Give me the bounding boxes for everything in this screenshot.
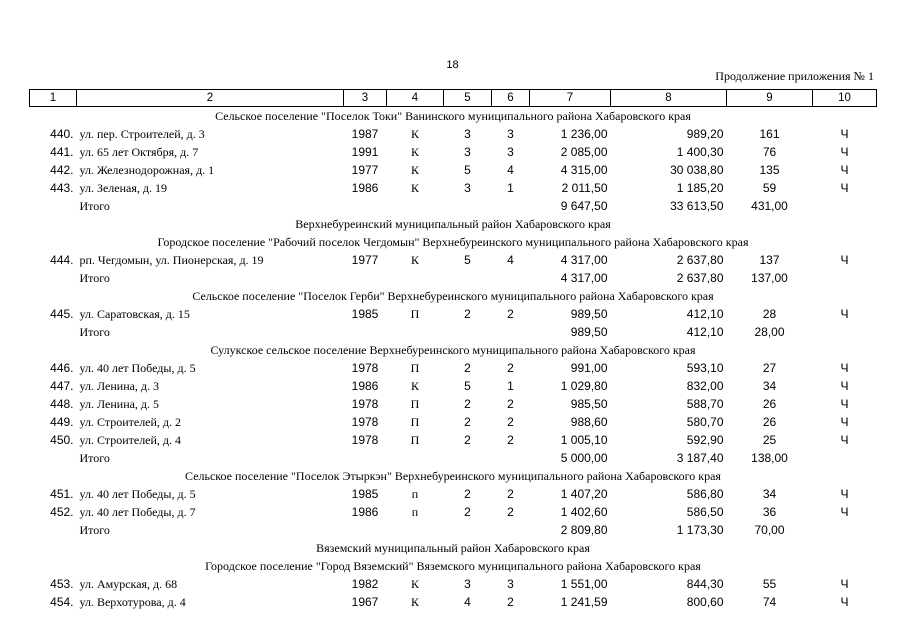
table-row bbox=[30, 431, 877, 449]
wall-material-cell: П bbox=[410, 397, 420, 411]
section-heading-row bbox=[30, 341, 877, 359]
ownership-cell: Ч bbox=[840, 127, 849, 141]
section-heading: Городское поселение "Рабочий поселок Чегдомын" Верхнебуреинского муниципального района Хабаровского края bbox=[157, 235, 749, 249]
floors-cell: 3 bbox=[464, 577, 471, 591]
wall-material-cell: П bbox=[410, 415, 420, 429]
section-heading-row bbox=[30, 539, 877, 557]
floors-cell: 3 bbox=[464, 127, 471, 141]
page-number: 18 bbox=[446, 59, 459, 71]
wall-material-cell: п bbox=[411, 487, 419, 501]
column-header: 2 bbox=[77, 90, 344, 107]
row-number-cell: 442. bbox=[50, 163, 74, 177]
table-row bbox=[30, 179, 877, 197]
wall-material-cell: К bbox=[410, 127, 419, 141]
wall-material-cell: П bbox=[410, 307, 420, 321]
residents-cell: 137 bbox=[759, 253, 780, 267]
residents-cell: 25 bbox=[762, 433, 777, 447]
row-number-cell: 444. bbox=[50, 253, 74, 267]
row-number-cell: 451. bbox=[50, 487, 74, 501]
living-area-cell: 586,80 bbox=[686, 487, 724, 501]
living-area-cell: 2 637,80 bbox=[676, 253, 724, 267]
wall-material-cell: К bbox=[410, 181, 419, 195]
year-built-cell: 1978 bbox=[351, 361, 379, 375]
table-row bbox=[30, 161, 877, 179]
continuation-caption: Продолжение приложения № 1 bbox=[715, 69, 874, 83]
section-heading: Сельское поселение "Поселок Этыркэн" Верхнебуреинского муниципального района Хабаровского края bbox=[185, 469, 721, 483]
floors-cell: 5 bbox=[464, 379, 471, 393]
total-residents-cell: 28,00 bbox=[754, 325, 785, 339]
section-heading-row bbox=[30, 557, 877, 575]
residents-cell: 74 bbox=[762, 595, 777, 609]
table-row bbox=[30, 593, 877, 611]
year-built-cell: 1987 bbox=[351, 127, 379, 141]
ownership-cell: Ч bbox=[840, 397, 849, 411]
total-area-cell: 988,60 bbox=[570, 415, 608, 429]
column-header: 6 bbox=[492, 90, 530, 107]
section-heading-row bbox=[30, 107, 877, 126]
total-living-area-cell: 33 613,50 bbox=[670, 199, 724, 213]
total-label: Итого bbox=[79, 325, 110, 339]
row-number-cell: 440. bbox=[50, 127, 74, 141]
floors-cell: 2 bbox=[464, 505, 471, 519]
ownership-cell: Ч bbox=[840, 379, 849, 393]
total-area-cell: 2 809,80 bbox=[560, 523, 608, 537]
empty-cell bbox=[813, 323, 877, 341]
living-area-cell: 1 400,30 bbox=[676, 145, 724, 159]
year-built-cell: 1986 bbox=[351, 181, 379, 195]
wall-material-cell: К bbox=[410, 577, 419, 591]
address-cell: ул. Строителей, д. 4 bbox=[79, 433, 182, 447]
total-area-cell: 5 000,00 bbox=[560, 451, 608, 465]
wall-material-cell: К bbox=[410, 379, 419, 393]
year-built-cell: 1982 bbox=[351, 577, 379, 591]
residents-cell: 34 bbox=[762, 487, 777, 501]
address-cell: ул. Строителей, д. 2 bbox=[79, 415, 182, 429]
row-number-cell: 447. bbox=[50, 379, 74, 393]
row-number-cell: 446. bbox=[50, 361, 74, 375]
total-living-area-cell: 1 173,30 bbox=[676, 523, 724, 537]
year-built-cell: 1986 bbox=[351, 379, 379, 393]
residents-cell: 76 bbox=[762, 145, 777, 159]
section-heading: Вяземский муниципальный район Хабаровского края bbox=[316, 541, 590, 555]
entrances-cell: 2 bbox=[507, 505, 514, 519]
total-label: Итого bbox=[79, 271, 110, 285]
section-heading-row bbox=[30, 215, 877, 233]
entrances-cell: 2 bbox=[507, 595, 514, 609]
section-heading-row bbox=[30, 467, 877, 485]
floors-cell: 3 bbox=[464, 181, 471, 195]
ownership-cell: Ч bbox=[840, 433, 849, 447]
ownership-cell: Ч bbox=[840, 307, 849, 321]
entrances-cell: 2 bbox=[507, 361, 514, 375]
total-area-cell: 4 317,00 bbox=[560, 271, 608, 285]
entrances-cell: 3 bbox=[507, 145, 514, 159]
address-cell: ул. 40 лет Победы, д. 5 bbox=[79, 361, 196, 375]
table-row bbox=[30, 125, 877, 143]
ownership-cell: Ч bbox=[840, 415, 849, 429]
total-living-area-cell: 3 187,40 bbox=[676, 451, 724, 465]
address-cell: ул. Амурская, д. 68 bbox=[79, 577, 178, 591]
total-residents-cell: 70,00 bbox=[754, 523, 785, 537]
total-area-cell: 4 315,00 bbox=[560, 163, 608, 177]
floors-cell: 2 bbox=[464, 307, 471, 321]
row-number-cell: 454. bbox=[50, 595, 74, 609]
year-built-cell: 1977 bbox=[351, 253, 379, 267]
year-built-cell: 1977 bbox=[351, 163, 379, 177]
total-area-cell: 2 011,50 bbox=[561, 181, 608, 195]
floors-cell: 2 bbox=[464, 415, 471, 429]
total-area-cell: 9 647,50 bbox=[560, 199, 608, 213]
total-area-cell: 1 241,59 bbox=[560, 595, 608, 609]
address-cell: ул. Саратовская, д. 15 bbox=[79, 307, 190, 321]
ownership-cell: Ч bbox=[840, 253, 849, 267]
address-cell: ул. 40 лет Победы, д. 5 bbox=[79, 487, 196, 501]
table-body bbox=[30, 90, 877, 612]
address-cell: рп. Чегдомын, ул. Пионерская, д. 19 bbox=[79, 253, 264, 267]
wall-material-cell: К bbox=[410, 253, 419, 267]
year-built-cell: 1986 bbox=[351, 505, 379, 519]
wall-material-cell: К bbox=[410, 595, 419, 609]
ownership-cell: Ч bbox=[840, 577, 849, 591]
entrances-cell: 4 bbox=[507, 163, 514, 177]
floors-cell: 2 bbox=[464, 361, 471, 375]
residents-cell: 55 bbox=[762, 577, 777, 591]
floors-cell: 2 bbox=[464, 397, 471, 411]
empty-cell bbox=[30, 323, 77, 341]
entrances-cell: 2 bbox=[507, 415, 514, 429]
table-row bbox=[30, 377, 877, 395]
living-area-cell: 592,90 bbox=[686, 433, 724, 447]
residents-cell: 26 bbox=[762, 397, 777, 411]
total-row bbox=[30, 197, 877, 215]
wall-material-cell: К bbox=[410, 163, 419, 177]
living-area-cell: 1 185,20 bbox=[676, 181, 724, 195]
total-area-cell: 1 005,10 bbox=[560, 433, 608, 447]
column-header: 5 bbox=[444, 90, 492, 107]
row-number-cell: 449. bbox=[50, 415, 74, 429]
column-header: 4 bbox=[387, 90, 444, 107]
section-heading-row bbox=[30, 287, 877, 305]
entrances-cell: 2 bbox=[507, 433, 514, 447]
table-row bbox=[30, 359, 877, 377]
entrances-cell: 2 bbox=[507, 397, 514, 411]
row-number-cell: 453. bbox=[50, 577, 74, 591]
year-built-cell: 1967 bbox=[351, 595, 379, 609]
section-heading: Верхнебуреинский муниципальный район Хабаровского края bbox=[295, 217, 611, 231]
floors-cell: 3 bbox=[464, 145, 471, 159]
row-number-cell: 450. bbox=[50, 433, 74, 447]
residents-cell: 161 bbox=[759, 127, 780, 141]
total-residents-cell: 431,00 bbox=[751, 199, 788, 213]
total-row bbox=[30, 269, 877, 287]
housing-registry-table bbox=[29, 89, 877, 611]
ownership-cell: Ч bbox=[840, 505, 849, 519]
total-area-cell: 985,50 bbox=[570, 397, 608, 411]
column-header: 8 bbox=[611, 90, 727, 107]
column-header: 9 bbox=[727, 90, 813, 107]
wall-material-cell: К bbox=[410, 145, 419, 159]
residents-cell: 59 bbox=[762, 181, 777, 195]
residents-cell: 34 bbox=[762, 379, 777, 393]
total-label: Итого bbox=[79, 523, 110, 537]
address-cell: ул. Ленина, д. 3 bbox=[79, 379, 160, 393]
column-header: 3 bbox=[344, 90, 387, 107]
year-built-cell: 1978 bbox=[351, 415, 379, 429]
residents-cell: 27 bbox=[762, 361, 777, 375]
living-area-cell: 593,10 bbox=[686, 361, 724, 375]
row-number-cell: 445. bbox=[50, 307, 74, 321]
living-area-cell: 412,10 bbox=[686, 307, 724, 321]
ownership-cell: Ч bbox=[840, 145, 849, 159]
empty-cell bbox=[30, 197, 77, 215]
table-row bbox=[30, 503, 877, 521]
section-heading: Сельское поселение "Поселок Герби" Верхнебуреинского муниципального района Хабаровского края bbox=[192, 289, 714, 303]
year-built-cell: 1985 bbox=[351, 307, 379, 321]
total-residents-cell: 137,00 bbox=[751, 271, 788, 285]
residents-cell: 135 bbox=[759, 163, 780, 177]
total-row bbox=[30, 521, 877, 539]
ownership-cell: Ч bbox=[840, 487, 849, 501]
column-header: 10 bbox=[813, 90, 877, 107]
living-area-cell: 800,60 bbox=[686, 595, 724, 609]
column-header: 1 bbox=[30, 90, 77, 107]
empty-cell bbox=[813, 449, 877, 467]
total-area-cell: 1 236,00 bbox=[560, 127, 608, 141]
year-built-cell: 1985 bbox=[351, 487, 379, 501]
column-number-row bbox=[30, 90, 877, 107]
table-row bbox=[30, 413, 877, 431]
residents-cell: 26 bbox=[762, 415, 777, 429]
address-cell: ул. Ленина, д. 5 bbox=[79, 397, 160, 411]
total-area-cell: 1 402,60 bbox=[560, 505, 608, 519]
ownership-cell: Ч bbox=[840, 595, 849, 609]
year-built-cell: 1991 bbox=[351, 145, 379, 159]
total-area-cell: 989,50 bbox=[570, 307, 608, 321]
empty-cell bbox=[813, 197, 877, 215]
row-number-cell: 443. bbox=[50, 181, 74, 195]
table-row bbox=[30, 251, 877, 269]
section-heading: Сулукское сельское поселение Верхнебуреинского муниципального района Хабаровского края bbox=[210, 343, 696, 357]
living-area-cell: 832,00 bbox=[686, 379, 724, 393]
year-built-cell: 1978 bbox=[351, 397, 379, 411]
address-cell: ул. Верхотурова, д. 4 bbox=[79, 595, 186, 609]
total-area-cell: 1 029,80 bbox=[560, 379, 608, 393]
total-area-cell: 2 085,00 bbox=[560, 145, 608, 159]
section-heading: Городское поселение "Город Вяземский" Вяземского муниципального района Хабаровского края bbox=[205, 559, 701, 573]
living-area-cell: 989,20 bbox=[686, 127, 724, 141]
total-living-area-cell: 2 637,80 bbox=[676, 271, 724, 285]
ownership-cell: Ч bbox=[840, 181, 849, 195]
entrances-cell: 2 bbox=[507, 487, 514, 501]
address-cell: ул. 40 лет Победы, д. 7 bbox=[79, 505, 196, 519]
empty-cell bbox=[30, 269, 77, 287]
address-cell: ул. Железнодорожная, д. 1 bbox=[79, 163, 215, 177]
total-row bbox=[30, 449, 877, 467]
total-area-cell: 1 407,20 bbox=[560, 487, 608, 501]
empty-cell bbox=[813, 269, 877, 287]
row-number-cell: 441. bbox=[50, 145, 74, 159]
entrances-cell: 3 bbox=[507, 127, 514, 141]
entrances-cell: 1 bbox=[507, 181, 514, 195]
floors-cell: 4 bbox=[464, 595, 471, 609]
empty-cell bbox=[813, 521, 877, 539]
column-header: 7 bbox=[530, 90, 611, 107]
living-area-cell: 30 038,80 bbox=[670, 163, 724, 177]
table-row bbox=[30, 305, 877, 323]
residents-cell: 28 bbox=[762, 307, 777, 321]
living-area-cell: 586,50 bbox=[686, 505, 724, 519]
total-living-area-cell: 412,10 bbox=[686, 325, 724, 339]
row-number-cell: 452. bbox=[50, 505, 74, 519]
floors-cell: 5 bbox=[464, 163, 471, 177]
wall-material-cell: П bbox=[410, 433, 420, 447]
living-area-cell: 588,70 bbox=[686, 397, 724, 411]
total-row bbox=[30, 323, 877, 341]
floors-cell: 2 bbox=[464, 433, 471, 447]
address-cell: ул. пер. Строителей, д. 3 bbox=[79, 127, 205, 141]
entrances-cell: 3 bbox=[507, 577, 514, 591]
entrances-cell: 4 bbox=[507, 253, 514, 267]
table-row bbox=[30, 575, 877, 593]
section-heading: Сельское поселение "Поселок Токи" Ванинского муниципального района Хабаровского края bbox=[215, 109, 691, 123]
entrances-cell: 2 bbox=[507, 307, 514, 321]
wall-material-cell: П bbox=[410, 361, 420, 375]
total-label: Итого bbox=[79, 451, 110, 465]
wall-material-cell: п bbox=[411, 505, 419, 519]
total-area-cell: 991,00 bbox=[570, 361, 608, 375]
living-area-cell: 580,70 bbox=[686, 415, 724, 429]
ownership-cell: Ч bbox=[840, 361, 849, 375]
total-label: Итого bbox=[79, 199, 110, 213]
floors-cell: 5 bbox=[464, 253, 471, 267]
total-area-cell: 989,50 bbox=[570, 325, 608, 339]
residents-cell: 36 bbox=[762, 505, 777, 519]
table-row bbox=[30, 395, 877, 413]
empty-cell bbox=[30, 521, 77, 539]
entrances-cell: 1 bbox=[507, 379, 514, 393]
total-residents-cell: 138,00 bbox=[751, 451, 788, 465]
section-heading-row bbox=[30, 233, 877, 251]
total-area-cell: 4 317,00 bbox=[560, 253, 608, 267]
living-area-cell: 844,30 bbox=[686, 577, 724, 591]
row-number-cell: 448. bbox=[50, 397, 74, 411]
floors-cell: 2 bbox=[464, 487, 471, 501]
address-cell: ул. Зеленая, д. 19 bbox=[79, 181, 167, 195]
total-area-cell: 1 551,00 bbox=[560, 577, 608, 591]
empty-cell bbox=[30, 449, 77, 467]
ownership-cell: Ч bbox=[840, 163, 849, 177]
year-built-cell: 1978 bbox=[351, 433, 379, 447]
table-row bbox=[30, 485, 877, 503]
address-cell: ул. 65 лет Октября, д. 7 bbox=[79, 145, 199, 159]
table-row bbox=[30, 143, 877, 161]
